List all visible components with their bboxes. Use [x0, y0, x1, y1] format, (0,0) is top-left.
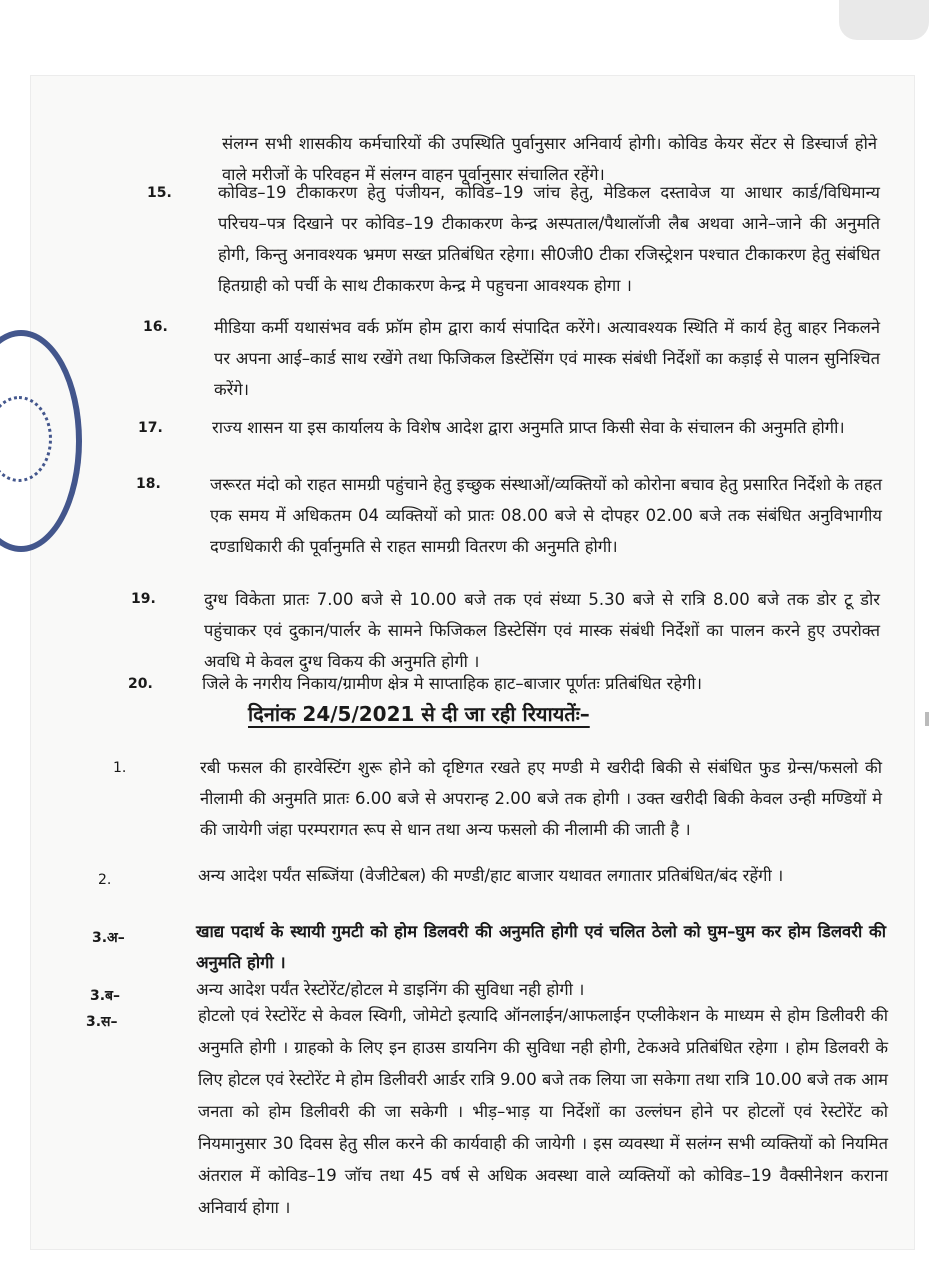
item-text: दुग्ध विकेता प्रातः 7.00 बजे से 10.00 बजे तक एवं संध्या 5.30 बजे से रात्रि 8.00 बजे तक डोर टू डोर पहुंचाकर एवं दुकान/पार्लर के सामने फिजिकल डिस्टेसिंग एवं मास्क संबंधी निर्देशों का पालन करने हुए उपरोक्त अवधि मे केवल दुग्ध विकय की अनुमति होगी ।: [204, 590, 880, 671]
item-text: रबी फसल की हारवेस्टिंग शुरू होने को दृष्टिगत रखते हए मण्डी मे खरीदी बिकी से संबंधित फुड ग्रेन्स/फसलो की नीलामी की अनुमति प्रातः 6.00 बजे से अपरान्ह 2.00 बजे तक होगी । उक्त खरीदी बिकी केवल उन्ही मण्डियों मे की जायेगी जंहा परम्परागत रूप से धान तथा अन्य फसलो की नीलामी की जाती है ।: [200, 758, 882, 839]
item-number: 15.: [147, 185, 172, 201]
section-heading: दिनांक 24/5/2021 से दी जा रही रियायतेंः–: [248, 702, 590, 726]
item-number: 18.: [136, 476, 161, 492]
item-number: 3.स–: [86, 1014, 118, 1030]
item-number: 3.अ–: [92, 930, 125, 946]
item-text: राज्य शासन या इस कार्यालय के विशेष आदेश द्वारा अनुमति प्राप्त किसी सेवा के संचालन की अनुमति होगी।: [212, 418, 845, 437]
item-text: अन्य आदेश पर्यंत रेस्टोरेंट/होटल मे डाइनिंग की सुविधा नही होगी ।: [196, 980, 585, 999]
item-number: 16.: [143, 319, 168, 335]
item-number: 1.: [113, 760, 127, 776]
margin-mark: [925, 712, 929, 726]
intro-paragraph: संलग्न सभी शासकीय कर्मचारियों की उपस्थिति पुर्वानुसार अनिवार्य होगी। कोविड केयर सेंटर से डिस्चार्ज होने वाले मरीजों के परिवहन में संलग्न वाहन पूर्वानुसार संचालित रहेंगे।: [222, 134, 877, 184]
item-text: अन्य आदेश पर्यंत सब्जिंया (वेजीटेबल) की मण्डी/हाट बाजार यथावत लगातार प्रतिबंधित/बंद रहेंगी ।: [198, 866, 784, 885]
item-number: 19.: [131, 591, 156, 607]
item-text: कोविड–19 टीकाकरण हेतु पंजीयन, कोविड–19 जांच हेतु, मेडिकल दस्तावेज या आधार कार्ड/विधिमान्य परिचय–पत्र दिखाने पर कोविड–19 टीकाकरण केन्द्र अस्पताल/पैथालॉजी लैब अथवा आने–जाने की अनुमति होगी, किन्तु अनावश्यक भ्रमण सख्त प्रतिबंधित रहेगा। सी0जी0 टीका रजिस्ट्रेशन पश्चात टीकाकरण हेतु संबंधित हितग्राही को पर्ची के साथ टीकाकरण केन्द्र मे पहुचना आवश्यक होगा ।: [218, 183, 880, 295]
item-text: होटलो एवं रेस्टोरेंट से केवल स्विगी, जोमेटो इत्यादि ऑनलाईन/आफलाईन एप्लीकेशन के माध्यम से होम डिलीवरी की अनुमति होगी । ग्राहको के लिए इन हाउस डायनिग की सुविधा नही होगी, टेकअवे प्रतिबंधित रहेगा । होम डिलवरी के लिए होटल एवं रेस्टोरेंट मे होम डिलीवरी आर्डर रात्रि 9.00 बजे तक लिया जा सकेगा तथा रात्रि 10.00 बजे तक आम जनता को होम डिलीवरी की जा सकेगी । भीड़–भाड़ या निर्देशों का उल्लंघन होने पर होटलों एवं रेस्टोरेंट को नियमानुसार 30 दिवस हेतु सील करने की कार्यवाही की जायेगी । इस व्यवस्था में सलंग्न सभी व्यक्तियों को नियमित अंतराल में कोविड–19 जॉच तथा 45 वर्ष से अधिक अवस्था वाले व्यक्तियों को कोविड–19 वैक्सीनेशन कराना अनिवार्य होगा ।: [198, 1006, 888, 1217]
item-number: 3.ब–: [90, 988, 121, 1004]
item-number: 2.: [98, 872, 112, 888]
item-text: खाद्य पदार्थ के स्थायी गुमटी को होम डिलवरी की अनुमति होगी एवं चलित ठेलो को घुम–घुम कर होम डिलवरी की अनुमति होगी ।: [196, 922, 886, 972]
item-number: 20.: [128, 676, 153, 692]
item-text: मीडिया कर्मी यथासंभव वर्क फ्रॉम होम द्वारा कार्य संपादित करेंगे। अत्यावश्यक स्थिति में कार्य हेतु बाहर निकलने पर अपना आई–कार्ड साथ रखेंगे तथा फिजिकल डिस्टेंसिंग एवं मास्क संबंधी निर्देशों का कड़ाई से पालन सुनिश्चित करेंगे।: [214, 318, 880, 399]
item-number: 17.: [138, 420, 163, 436]
item-text: जरूरत मंदो को राहत सामग्री पहुंचाने हेतु इच्छुक संस्थाओं/व्यक्तियों को कोरोना बचाव हेतु प्रसारित निर्देशो के तहत एक समय में अधिकतम 04 व्यक्तियों को प्रातः 08.00 बजे से दोपहर 02.00 बजे तक संबंधित अनुविभागीय दण्डाधिकारी की पूर्वानुमति से राहत सामग्री वितरण की अनुमति होगी।: [210, 475, 882, 556]
item-text: जिले के नगरीय निकाय/ग्रामीण क्षेत्र मे साप्ताहिक हाट–बाजार पूर्णतः प्रतिबंधित रहेगी।: [202, 674, 702, 693]
page-corner: [839, 0, 929, 40]
